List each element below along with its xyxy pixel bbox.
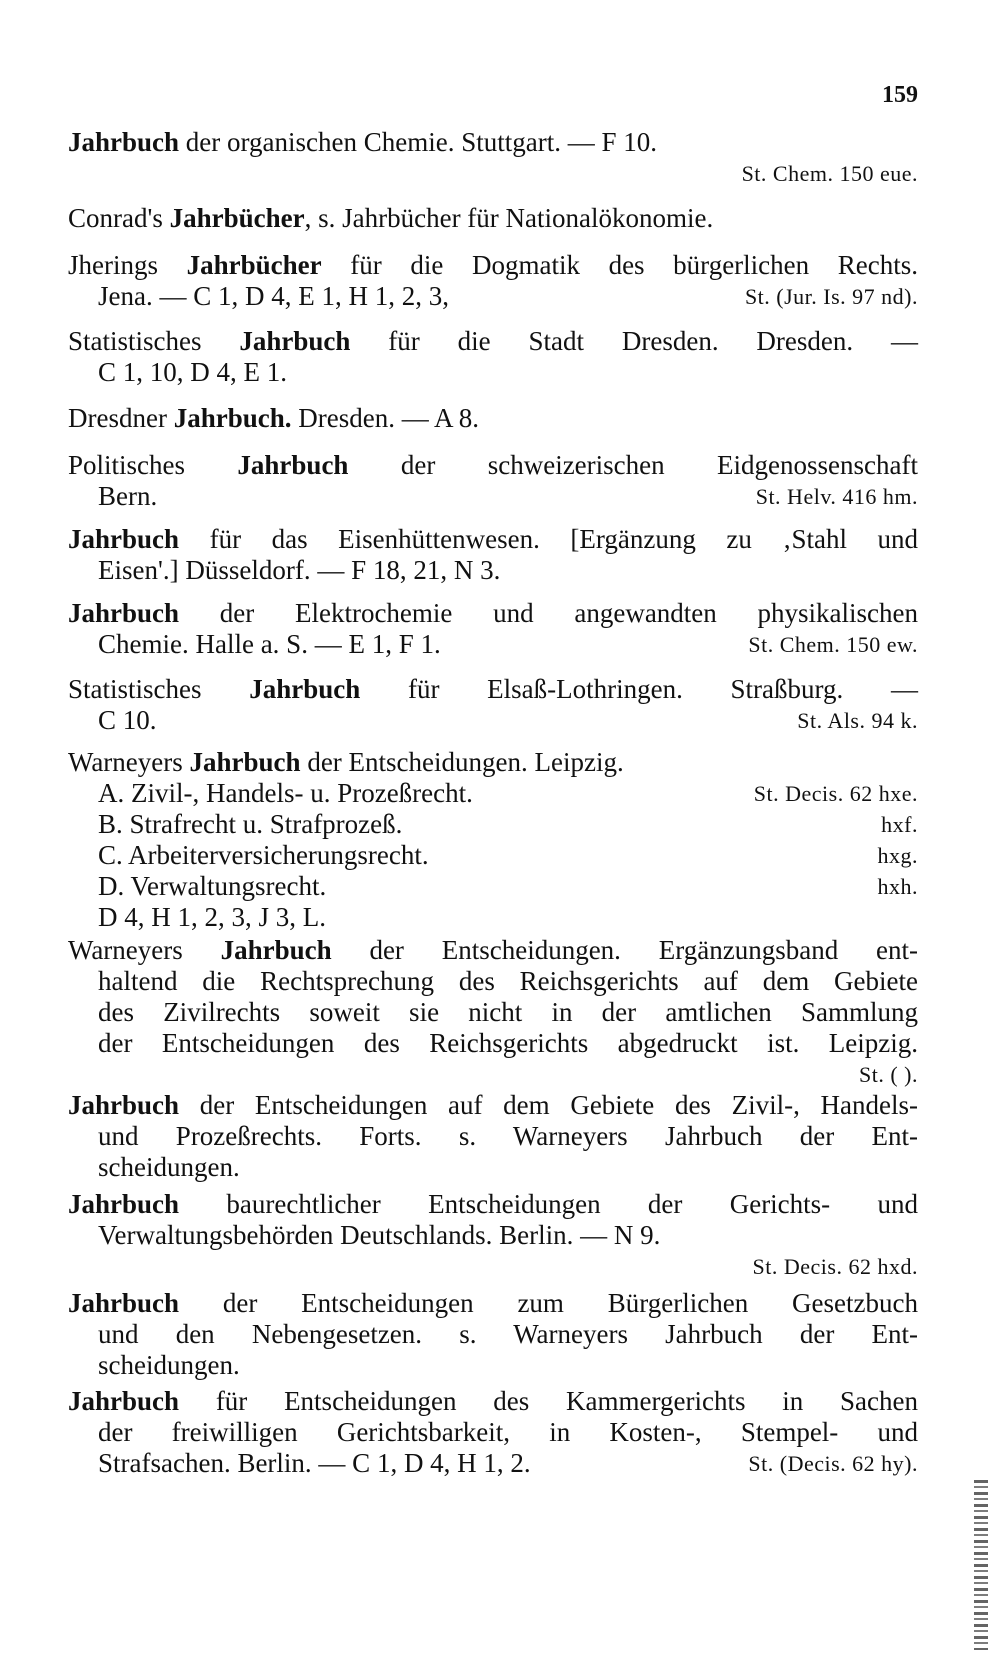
entry-line (68, 1288, 918, 1319)
catalog-entry (68, 203, 918, 234)
title-text: Jherings (68, 250, 187, 280)
keyword: Jahrbuch (220, 935, 332, 965)
entry-detail: der freiwilligen Gerichtsbarkeit, in Kosten-, Stempel- und (98, 1417, 918, 1447)
entry-line (68, 1251, 918, 1282)
keyword: Jahrbuch (249, 674, 361, 704)
entry-line (68, 203, 918, 234)
keyword: Jahrbuch (68, 1288, 180, 1318)
title-text: für Entscheidungen des Kammergerichts in Sachen (179, 1386, 918, 1416)
title-text: der Entscheidungen. Ergänzungsband ent- (331, 935, 918, 965)
entry-title (68, 127, 657, 158)
keyword: Jahrbuch (237, 450, 349, 480)
entry-line (68, 481, 918, 512)
entry-detail: Bern. (98, 481, 158, 511)
entry-detail: scheidungen. (98, 1350, 240, 1380)
catalog-entry (68, 1386, 918, 1479)
title-text: Politisches (68, 450, 238, 480)
entry-line (68, 450, 918, 481)
entry-detail: Eisen'.] Düsseldorf. — F 18, 21, N 3. (98, 555, 501, 585)
entry-line (68, 1028, 918, 1059)
catalog-entry (68, 598, 918, 660)
entry-line (68, 357, 918, 388)
shelf-mark: St. Helv. 416 hm. (755, 484, 918, 509)
entry-title (68, 326, 918, 356)
entry-line (68, 674, 918, 705)
title-text: für das Eisenhüttenwesen. [Ergänzung zu ‚Stahl und (179, 524, 918, 554)
catalog-entry (68, 674, 918, 736)
keyword: Jahrbuch (68, 1386, 180, 1416)
title-text: der Entscheidungen zum Bürgerlichen Gesetzbuch (179, 1288, 918, 1318)
entry-line (68, 524, 918, 555)
title-text: der organischen Chemie. Stuttgart. — F 10. (179, 127, 657, 157)
entry-line (68, 705, 918, 736)
entry-line (68, 778, 918, 809)
shelf-mark: St. Decis. 62 hxe. (753, 781, 918, 806)
entry-line (68, 127, 918, 158)
shelf-mark: St. Chem. 150 ew. (748, 632, 918, 657)
title-text: für Elsaß-Lothringen. Straßburg. — (360, 674, 918, 704)
catalog-entry (68, 127, 918, 189)
title-text: Dresdner (68, 403, 174, 433)
catalog-entry (68, 1189, 918, 1282)
entry-detail: D. Verwaltungsrecht. (98, 871, 327, 901)
entry-title (68, 1386, 918, 1416)
entry-line (68, 555, 918, 586)
entry-line (68, 1350, 918, 1381)
entry-line (68, 935, 918, 966)
keyword: Jahrbuch (68, 1189, 180, 1219)
entry-detail: B. Strafrecht u. Strafprozeß. (98, 809, 403, 839)
entry-line (68, 1152, 918, 1183)
entry-title (68, 674, 918, 704)
title-text: für die Stadt Dresden. Dresden. — (350, 326, 919, 356)
entry-line (68, 966, 918, 997)
entry-detail: des Zivilrechts soweit sie nicht in der amtlichen Sammlung (98, 997, 918, 1027)
entry-line (68, 1090, 918, 1121)
catalog-entry (68, 1090, 918, 1183)
title-text: der Entscheidungen. Leipzig. (300, 747, 624, 777)
entry-detail: Jena. — C 1, D 4, E 1, H 1, 2, 3, (98, 281, 449, 311)
entry-title (68, 250, 918, 280)
entry-line (68, 326, 918, 357)
catalog-entry (68, 747, 918, 933)
entry-line (68, 1189, 918, 1220)
entry-detail: Verwaltungsbehörden Deutschlands. Berlin. — N 9. (98, 1220, 661, 1250)
entry-line (68, 1417, 918, 1448)
scan-edge-artifact (974, 1480, 988, 1650)
title-text: Conrad's (68, 203, 170, 233)
title-text: Statistisches (68, 674, 250, 704)
entry-detail: und Prozeßrechts. Forts. s. Warneyers Jahrbuch der Ent- (98, 1121, 918, 1151)
entry-detail: C 10. (98, 705, 157, 735)
entry-title (68, 747, 624, 778)
page-number: 159 (882, 82, 918, 108)
entry-title (68, 524, 918, 554)
title-text: , s. Jahrbücher für Nationalökonomie. (304, 203, 714, 233)
title-text: der schweizerischen Eidgenossenschaft (348, 450, 918, 480)
shelf-mark: St. (Decis. 62 hy). (748, 1451, 918, 1476)
shelf-mark: St. Als. 94 k. (797, 708, 918, 733)
shelf-mark: hxh. (877, 874, 918, 899)
entry-title (68, 450, 918, 480)
title-text: für die Dogmatik des bürgerlichen Rechts. (321, 250, 918, 280)
catalog-entry (68, 326, 918, 388)
entry-detail: der Entscheidungen des Reichsgerichts abgedruckt ist. Leipzig. (98, 1028, 918, 1058)
shelf-mark: St. ( ). (859, 1062, 918, 1087)
entry-line (68, 997, 918, 1028)
entry-title (68, 403, 479, 434)
entry-line (68, 809, 918, 840)
keyword: Jahrbücher (169, 203, 305, 233)
entry-detail: Strafsachen. Berlin. — C 1, D 4, H 1, 2. (98, 1448, 531, 1478)
entry-title (68, 1288, 918, 1318)
entry-line (68, 629, 918, 660)
entry-line (68, 747, 918, 778)
title-text: der Elektrochemie und angewandten physikalischen (179, 598, 918, 628)
keyword: Jahrbuch (239, 326, 351, 356)
title-text: der Entscheidungen auf dem Gebiete des Zivil-, Handels- (179, 1090, 918, 1120)
title-text: Warneyers (68, 747, 190, 777)
shelf-mark: hxg. (877, 843, 918, 868)
shelf-mark: St. Chem. 150 eue. (741, 161, 918, 186)
entry-detail: C. Arbeiterversicherungsrecht. (98, 840, 429, 870)
entry-title (68, 935, 918, 965)
keyword: Jahrbücher (186, 250, 322, 280)
keyword: Jahrbuch (68, 524, 180, 554)
keyword: Jahrbuch (68, 127, 180, 157)
title-text: Dresden. — A 8. (291, 403, 479, 433)
entry-detail: C 1, 10, D 4, E 1. (98, 357, 287, 387)
keyword: Jahrbuch (68, 598, 180, 628)
catalog-entry (68, 450, 918, 512)
entry-line (68, 1220, 918, 1251)
keyword: Jahrbuch. (173, 403, 292, 433)
shelf-mark: St. (Jur. Is. 97 nd). (744, 284, 918, 309)
entry-title (68, 598, 918, 628)
entry-detail: A. Zivil-, Handels- u. Prozeßrecht. (98, 778, 473, 808)
catalog-entry (68, 250, 918, 312)
entry-line (68, 871, 918, 902)
entry-line (68, 598, 918, 629)
entry-title (68, 1090, 918, 1120)
title-text: Statistisches (68, 326, 240, 356)
catalog-entry (68, 524, 918, 586)
catalog-entry (68, 935, 918, 1090)
title-text: Warneyers (68, 935, 221, 965)
entry-line (68, 1448, 918, 1479)
shelf-mark: St. Decis. 62 hxd. (752, 1254, 918, 1279)
entry-detail: Chemie. Halle a. S. — E 1, F 1. (98, 629, 441, 659)
title-text: baurechtlicher Entscheidungen der Gerichts- und (179, 1189, 918, 1219)
entry-detail: D 4, H 1, 2, 3, J 3, L. (98, 902, 326, 932)
entry-line (68, 250, 918, 281)
entry-line (68, 158, 918, 189)
entry-line (68, 840, 918, 871)
entry-line (68, 1319, 918, 1350)
entry-line (68, 403, 918, 434)
entry-line (68, 1386, 918, 1417)
keyword: Jahrbuch (189, 747, 301, 777)
entry-line (68, 281, 918, 312)
entry-detail: und den Nebengesetzen. s. Warneyers Jahrbuch der Ent- (98, 1319, 918, 1349)
catalog-entry (68, 1288, 918, 1381)
entry-detail: scheidungen. (98, 1152, 240, 1182)
entry-title (68, 203, 713, 234)
entry-line (68, 1121, 918, 1152)
entry-line (68, 1059, 918, 1090)
shelf-mark: hxf. (881, 812, 918, 837)
entry-line (68, 902, 918, 933)
entry-detail: haltend die Rechtsprechung des Reichsgerichts auf dem Gebiete (98, 966, 918, 996)
catalog-entry (68, 403, 918, 434)
entry-title (68, 1189, 918, 1219)
keyword: Jahrbuch (68, 1090, 180, 1120)
